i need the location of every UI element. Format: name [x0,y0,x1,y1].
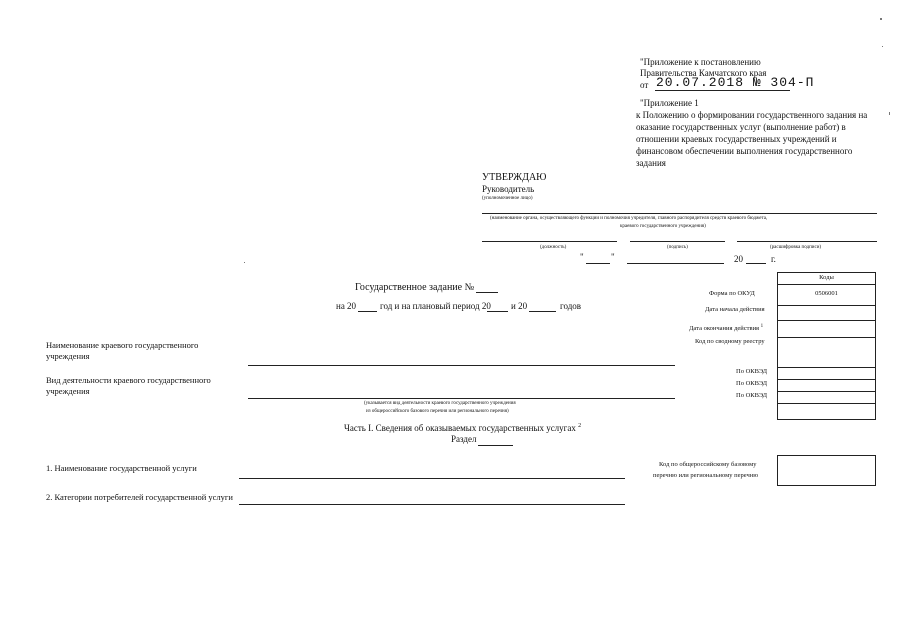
header-line-2: Правительства Камчатского края [640,68,767,78]
institution-name-label-2: учреждения [46,351,90,361]
org-line [482,213,877,214]
decree-date-number: 20.07.2018 № 304-П [656,75,815,90]
header-line-3-prefix: от [640,80,649,90]
period-part-2: год и на плановый период 20 [380,301,491,311]
base-code-box [777,455,876,486]
position-line [482,241,617,242]
part1-section: Раздел [451,434,477,444]
decode-line [737,241,877,242]
period-year-line-1 [358,311,377,312]
annex-title: "Приложение 1 [640,98,699,108]
scan-speck [244,262,245,263]
base-code-label-2: перечню или региональному перечню [653,472,759,479]
codes-row-divider [778,284,875,285]
okved-label-3: По ОКВЭД [736,392,768,399]
task-title: Государственное задание № [355,282,475,293]
annex-line-3: отношении краевых государственных учреждений и [636,134,837,144]
date-quote-open: " [580,252,584,262]
date-day-line [586,263,610,264]
codes-header: Коды [819,274,834,281]
header-line-1: "Приложение к постановлению [640,57,761,67]
date-year-prefix: 20 [734,254,743,264]
annex-line-5: задания [636,158,666,168]
scan-speck [889,112,890,115]
codes-row-divider [778,337,875,338]
okud-value: 0506001 [815,290,838,297]
decode-hint: (расшифровка подписи) [770,245,822,250]
codes-row-divider [778,320,875,321]
period-year-line-3 [529,311,556,312]
task-number-line [476,292,498,293]
part1-title: Часть I. Сведения об оказываемых государственных услугах $^2$ [344,423,582,433]
signature-line [630,241,725,242]
consumers-label: 2. Категории потребителей государственной услуги [46,492,233,502]
consumers-line [239,504,625,505]
section-number-line [478,445,513,446]
okud-label: Форма по ОКУД [709,290,755,297]
okved-label-1: По ОКВЭД [736,368,768,375]
position-hint: (должность) [540,245,567,250]
annex-line-1: к Положению о формировании государственного задания на [636,110,868,120]
start-date-label: Дата начала действия [705,306,765,313]
date-month-line [627,263,724,264]
codes-row-divider [778,391,875,392]
period-part-1: на 20 [336,301,357,311]
base-code-label-1: Код по общероссийскому базовому [659,461,757,468]
annex-line-4: финансовом обеспечении выполнения государственного [636,146,853,156]
period-part-4: годов [560,301,582,311]
activity-label-2: учреждения [46,386,90,396]
approve-role-hint: (уполномоченное лицо) [482,196,533,201]
service-name-line [239,478,625,479]
date-year-line [746,263,766,264]
scan-speck [880,18,882,20]
activity-hint-1: (указывается вид деятельности краевого государственного учреждения [364,401,516,406]
institution-name-label-1: Наименование краевого государственного [46,340,199,350]
institution-name-line [248,365,675,366]
decree-underline [655,90,790,91]
activity-hint-2: из общероссийского базового перечня или регионального перечня) [366,409,509,414]
codes-row-divider [778,367,875,368]
approve-title: УТВЕРЖДАЮ [482,172,547,183]
date-year-suffix: г. [771,254,776,264]
date-quote-close: " [611,252,615,262]
scan-speck [882,46,883,47]
okved-label-2: По ОКВЭД [736,380,768,387]
activity-line [248,398,675,399]
service-name-label: 1. Наименование государственной услуги [46,463,197,473]
annex-line-2: оказание государственных услуг (выполнение работ) в [636,122,846,132]
period-year-line-2 [487,311,508,312]
codes-row-divider [778,305,875,306]
codes-row-divider [778,379,875,380]
approve-role: Руководитель [482,184,535,194]
signature-hint: (подпись) [667,245,688,250]
activity-label-1: Вид деятельности краевого государственного [46,375,211,385]
org-hint-1: (наименование органа, осуществляющего функции и полномочия учредителя, главного распорядителя средств краевого бюджета, [490,216,768,221]
period-part-3: и 20 [511,301,528,311]
codes-table [777,272,876,420]
registry-label: Код по сводному реестру [695,338,765,345]
org-hint-2: краевого государственного учреждения) [620,224,706,229]
codes-row-divider [778,403,875,404]
end-date-label: Дата окончания действия $^1$ [689,324,764,333]
